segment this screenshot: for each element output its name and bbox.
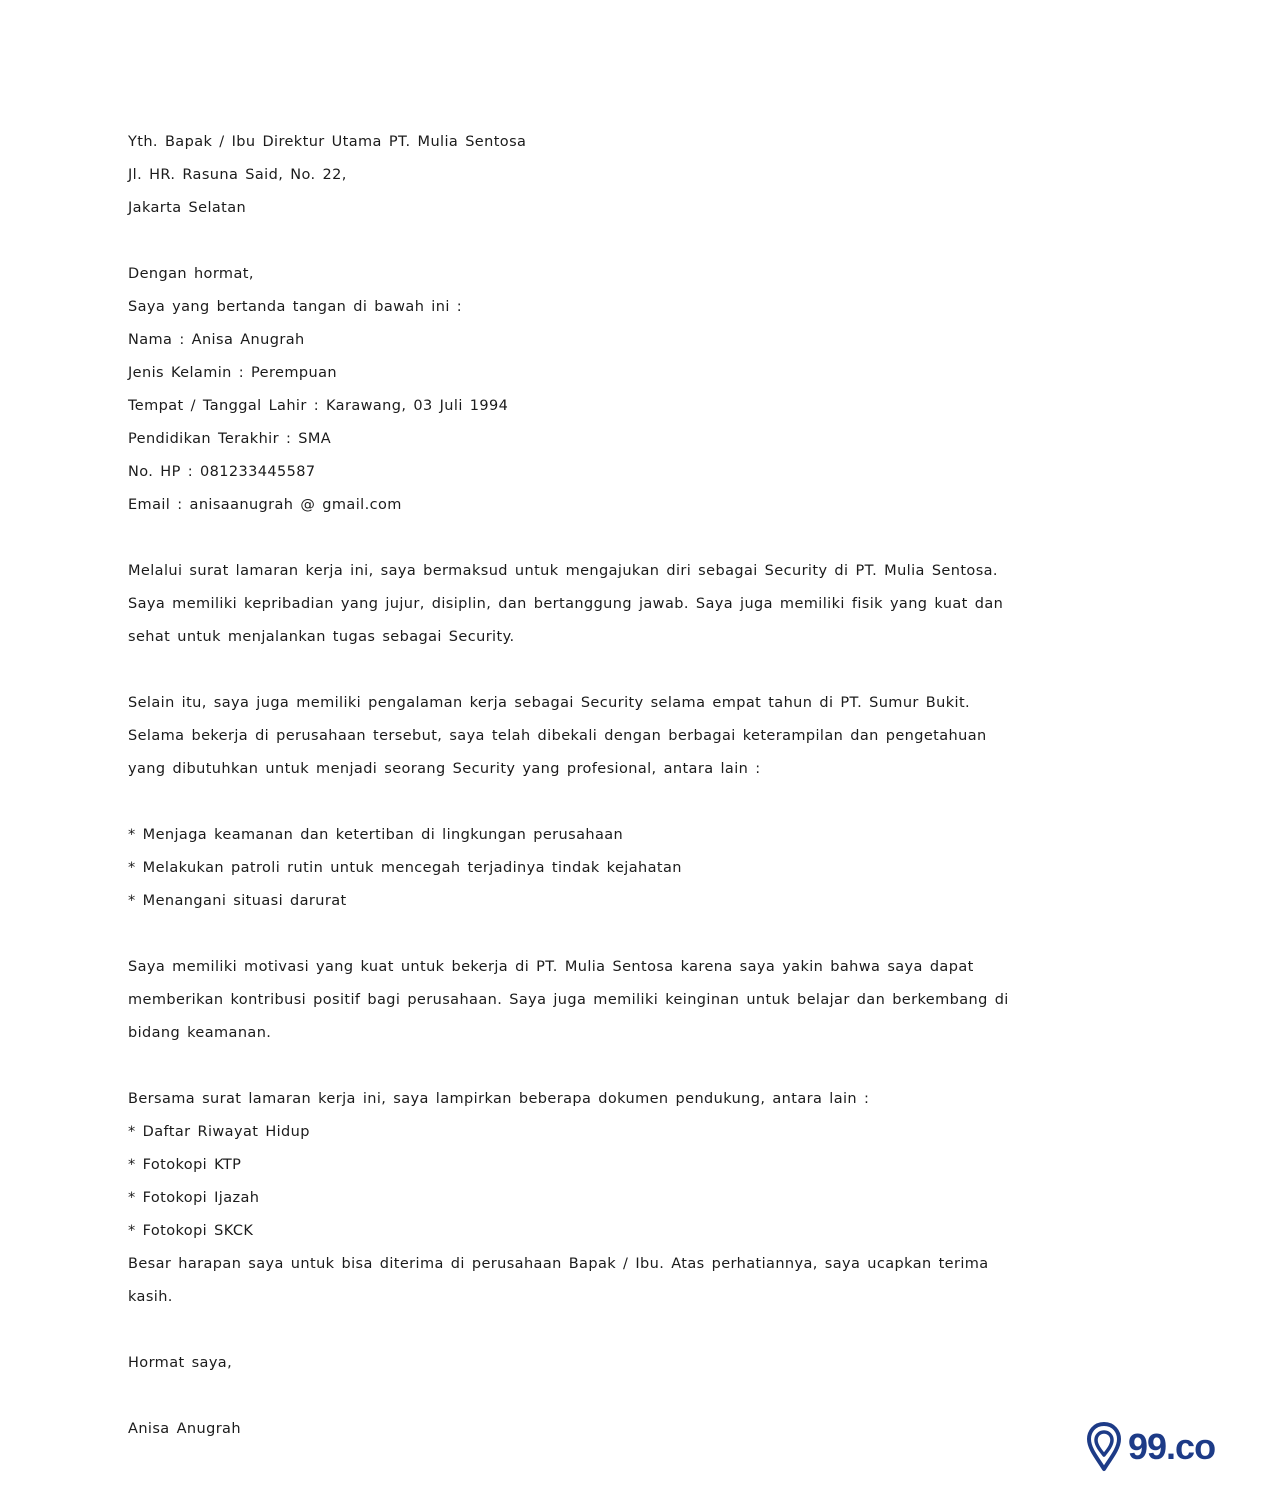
- detail-pendidikan: Pendidikan Terakhir : SMA: [128, 431, 332, 447]
- intro-line: Saya yang bertanda tangan di bawah ini :: [128, 299, 463, 315]
- paragraph-3-line: bidang keamanan.: [128, 1025, 272, 1041]
- paragraph-2-line: Selama bekerja di perusahaan tersebut, saya telah dibekali dengan berbagai keterampilan dan pengetahuan: [128, 728, 987, 744]
- detail-hp: No. HP : 081233445587: [128, 464, 316, 480]
- skill-item: * Menangani situasi darurat: [128, 885, 928, 918]
- signoff: Hormat saya,: [128, 1355, 233, 1371]
- paragraph-2-line: yang dibutuhkan untuk menjadi seorang Security yang profesional, antara lain :: [128, 761, 761, 777]
- letter-body: [128, 126, 1009, 1446]
- closing-line: kasih.: [128, 1289, 173, 1305]
- detail-nama: Nama : Anisa Anugrah: [128, 332, 305, 348]
- greeting: Dengan hormat,: [128, 266, 254, 282]
- paragraph-1-line: sehat untuk menjalankan tugas sebagai Security.: [128, 629, 515, 645]
- detail-jenis-kelamin: Jenis Kelamin : Perempuan: [128, 365, 337, 381]
- brand-logo-text: 99.co: [1128, 1426, 1216, 1467]
- skill-item: * Menjaga keamanan dan ketertiban di lingkungan perusahaan: [128, 819, 928, 852]
- attachment-item: * Fotokopi Ijazah: [128, 1182, 928, 1215]
- paragraph-3-line: memberikan kontribusi positif bagi perusahaan. Saya juga memiliki keinginan untuk belajar dan berkembang di: [128, 992, 1009, 1008]
- detail-email: Email : anisaanugrah @ gmail.com: [128, 497, 402, 513]
- attachment-item: * Fotokopi KTP: [128, 1149, 928, 1182]
- map-pin-icon: [1086, 1421, 1122, 1473]
- signature-name: Anisa Anugrah: [128, 1421, 241, 1437]
- recipient-city: Jakarta Selatan: [128, 200, 247, 216]
- paragraph-1-line: Saya memiliki kepribadian yang jujur, disiplin, dan bertanggung jawab. Saya juga memiliki fisik yang kuat dan: [128, 596, 1004, 612]
- attachment-item: * Fotokopi SKCK: [128, 1215, 928, 1248]
- skill-item: * Melakukan patroli rutin untuk mencegah terjadinya tindak kejahatan: [128, 852, 928, 885]
- attachment-item: * Daftar Riwayat Hidup: [128, 1116, 928, 1149]
- recipient-address: Jl. HR. Rasuna Said, No. 22,: [128, 167, 347, 183]
- detail-ttl: Tempat / Tanggal Lahir : Karawang, 03 Juli 1994: [128, 398, 509, 414]
- attachments-intro: Bersama surat lamaran kerja ini, saya lampirkan beberapa dokumen pendukung, antara lain :: [128, 1091, 870, 1107]
- paragraph-1-line: Melalui surat lamaran kerja ini, saya bermaksud untuk mengajukan diri sebagai Security di PT. Mulia Sentosa.: [128, 563, 998, 579]
- paragraph-3-line: Saya memiliki motivasi yang kuat untuk bekerja di PT. Mulia Sentosa karena saya yakin bahwa saya dapat: [128, 959, 974, 975]
- brand-logo: [1086, 1420, 1226, 1474]
- closing-line: Besar harapan saya untuk bisa diterima di perusahaan Bapak / Ibu. Atas perhatiannya, saya ucapkan terima: [128, 1256, 989, 1272]
- paragraph-2-line: Selain itu, saya juga memiliki pengalaman kerja sebagai Security selama empat tahun di PT. Sumur Bukit.: [128, 695, 971, 711]
- recipient-line: Yth. Bapak / Ibu Direktur Utama PT. Mulia Sentosa: [128, 134, 527, 150]
